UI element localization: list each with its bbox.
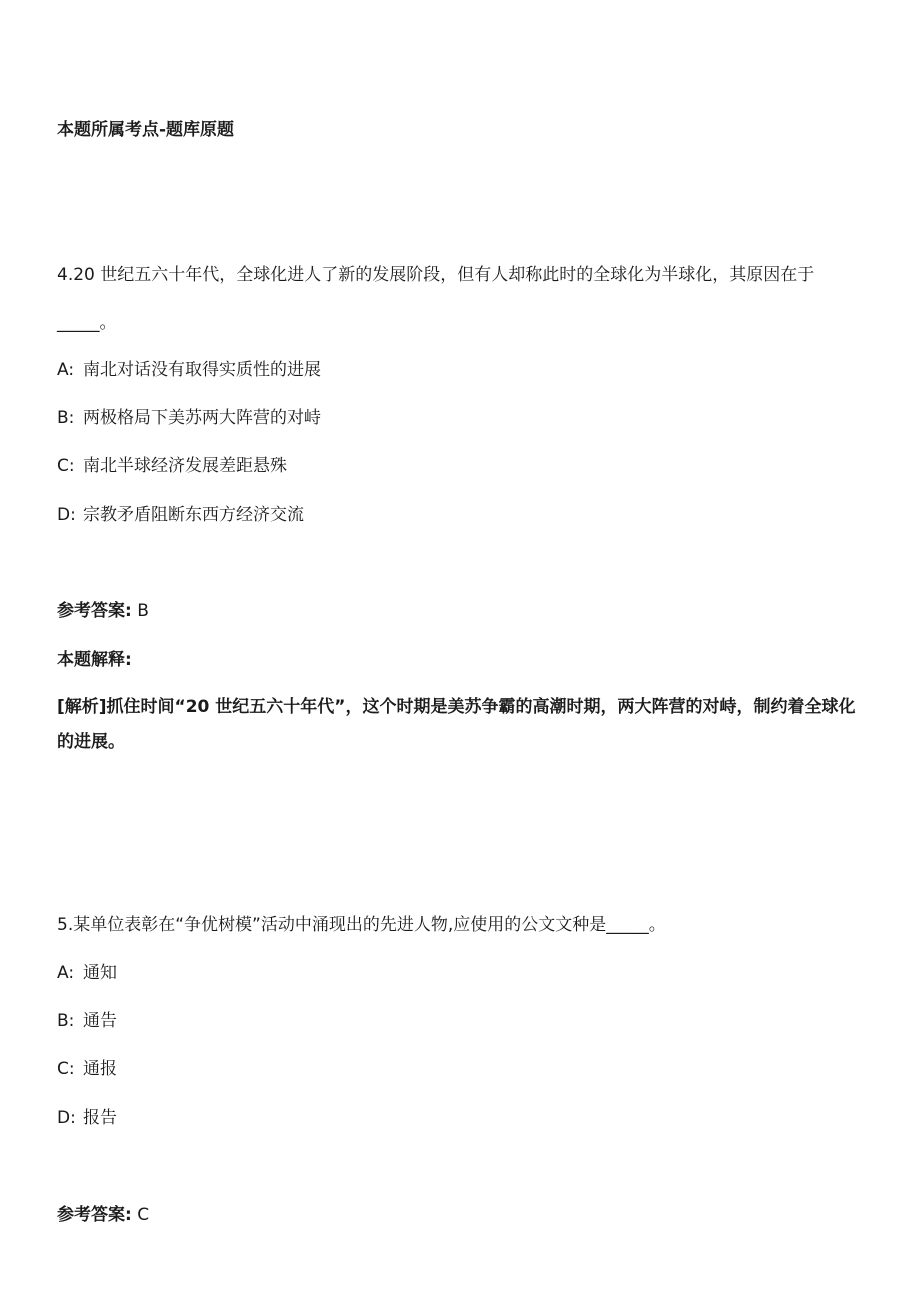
question-5-answer bbox=[57, 1203, 149, 1227]
answer-label: 参考答案: bbox=[57, 601, 132, 621]
answer-value: B bbox=[137, 601, 149, 621]
question-5-option-b[interactable] bbox=[57, 1009, 117, 1033]
option-text: 南北半球经济发展差距悬殊 bbox=[83, 456, 287, 476]
question-4-option-b[interactable] bbox=[57, 406, 321, 430]
option-letter: D: bbox=[57, 1108, 76, 1128]
option-text: 报告 bbox=[83, 1108, 117, 1128]
option-letter: D: bbox=[57, 505, 76, 525]
answer-label: 参考答案: bbox=[57, 1205, 132, 1225]
option-text: 宗教矛盾阻断东西方经济交流 bbox=[83, 505, 304, 525]
option-letter: A: bbox=[57, 963, 75, 983]
option-text: 两极格局下美苏两大阵营的对峙 bbox=[83, 408, 321, 428]
explanation-text: [解析]抓住时间“20 世纪五六十年代”，这个时期是美苏争霸的高潮时期，两大阵营的对峙，制约着全球化的进展。 bbox=[57, 697, 856, 752]
option-text: 通知 bbox=[83, 963, 117, 983]
question-5-option-d[interactable] bbox=[57, 1106, 117, 1130]
option-text: 南北对话没有取得实质性的进展 bbox=[83, 360, 321, 380]
option-text: 通告 bbox=[83, 1011, 117, 1031]
question-5-option-c[interactable] bbox=[57, 1057, 117, 1081]
question-4-option-c[interactable] bbox=[57, 454, 287, 478]
question-4-option-a[interactable] bbox=[57, 358, 321, 382]
source-label: 本题所属考点-题库原题 bbox=[57, 120, 235, 140]
question-4-answer bbox=[57, 599, 149, 623]
option-letter: C: bbox=[57, 456, 75, 476]
option-letter: B: bbox=[57, 408, 75, 428]
option-text: 通报 bbox=[83, 1059, 117, 1079]
question-5-option-a[interactable] bbox=[57, 961, 117, 985]
option-letter: A: bbox=[57, 360, 75, 380]
option-letter: B: bbox=[57, 1011, 75, 1031]
question-4-option-d[interactable] bbox=[57, 503, 304, 527]
question-4-stem: 4.20 世纪五六十年代，全球化进人了新的发展阶段，但有人却称此时的全球化为半球化，其原因在于_____。 bbox=[57, 265, 815, 333]
answer-value: C bbox=[137, 1205, 150, 1225]
explanation-label: 本题解释: bbox=[57, 650, 132, 670]
option-letter: C: bbox=[57, 1059, 75, 1079]
question-5-stem: 5.某单位表彰在“争优树模”活动中涌现出的先进人物,应使用的公文文种是_____。 bbox=[57, 915, 666, 935]
